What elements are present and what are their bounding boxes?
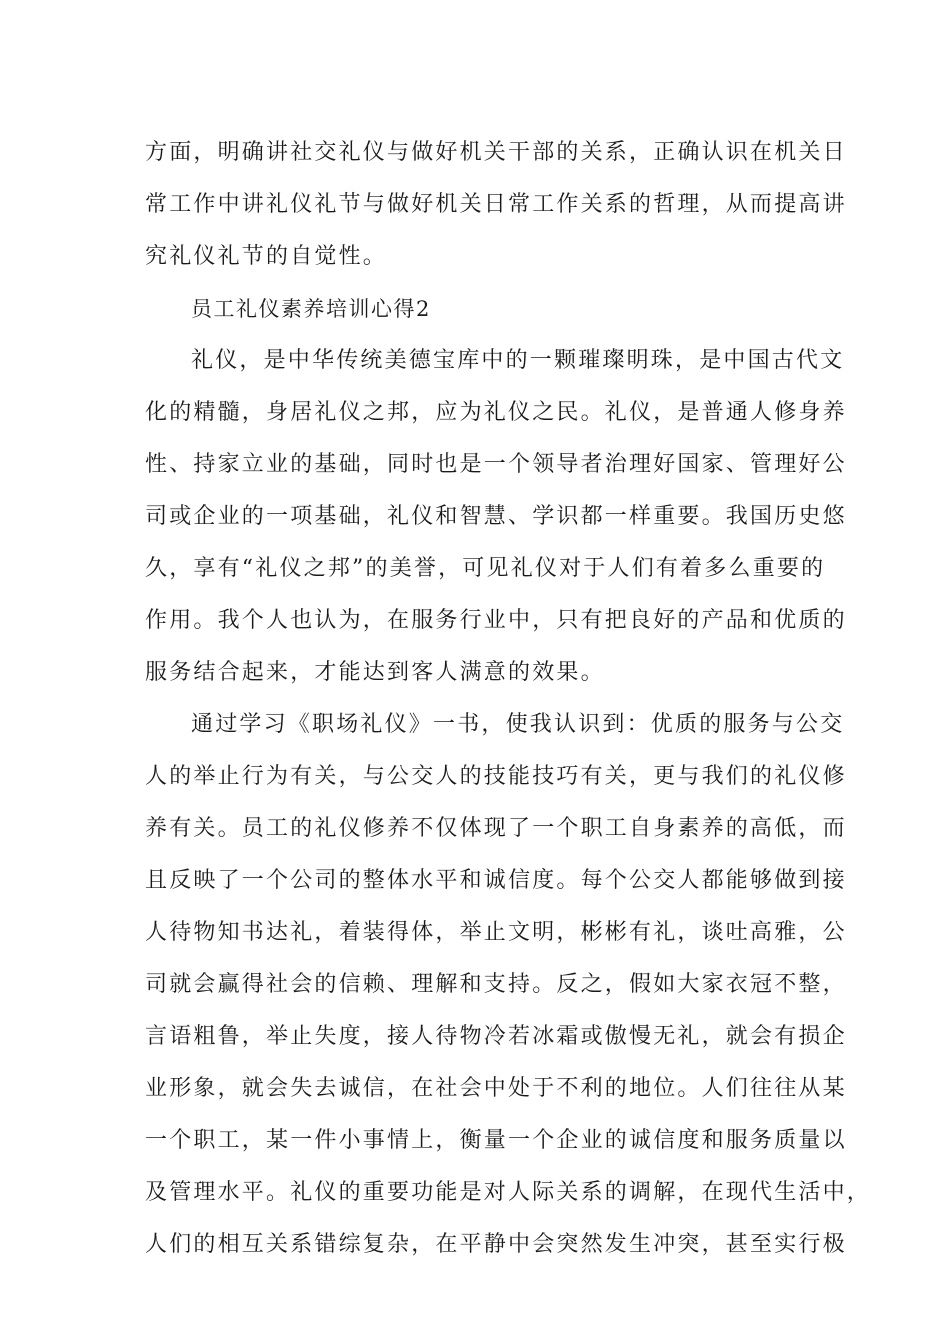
paragraph-line: 且反映了一个公司的整体水平和诚信度。每个公交人都能够做到接 bbox=[145, 868, 847, 893]
paragraph-line: 服务结合起来，才能达到客人满意的效果。 bbox=[145, 660, 605, 685]
paragraph-line: 一个职工，某一件小事情上，衡量一个企业的诚信度和服务质量以 bbox=[145, 1128, 847, 1153]
paragraph-line: 司或企业的一项基础，礼仪和智慧、学识都一样重要。我国历史悠 bbox=[145, 504, 847, 529]
paragraph-line: 业形象，就会失去诚信，在社会中处于不利的地位。人们往往从某 bbox=[145, 1076, 847, 1101]
paragraph-line: 人们的相互关系错综复杂，在平静中会突然发生冲突，甚至实行极 bbox=[145, 1232, 847, 1257]
paragraph-first-line: 礼仪，是中华传统美德宝库中的一颗璀璨明珠，是中国古代文 bbox=[191, 348, 845, 373]
paragraph-line: 作用。我个人也认为，在服务行业中，只有把良好的产品和优质的 bbox=[145, 608, 847, 633]
paragraph-line: 人的举止行为有关，与公交人的技能技巧有关，更与我们的礼仪修 bbox=[145, 764, 847, 789]
paragraph-line: 性、持家立业的基础，同时也是一个领导者治理好国家、管理好公 bbox=[145, 452, 847, 477]
paragraph-line: 人待物知书达礼，着装得体，举止文明，彬彬有礼，谈吐高雅，公 bbox=[145, 920, 847, 945]
paragraph-line: 化的精髓，身居礼仪之邦，应为礼仪之民。礼仪，是普通人修身养 bbox=[145, 400, 847, 425]
paragraph-line: 常工作中讲礼仪礼节与做好机关日常工作关系的哲理，从而提高讲 bbox=[145, 192, 847, 217]
paragraph-line: 及管理水平。礼仪的重要功能是对人际关系的调解，在现代生活中， bbox=[145, 1180, 872, 1205]
paragraph-first-line: 通过学习《职场礼仪》一书，使我认识到：优质的服务与公交 bbox=[191, 712, 845, 737]
paragraph-line: 司就会赢得社会的信赖、理解和支持。反之，假如大家衣冠不整， bbox=[145, 972, 847, 997]
paragraph-line: 言语粗鲁，举止失度，接人待物冷若冰霜或傲慢无礼，就会有损企 bbox=[145, 1024, 847, 1049]
paragraph-line: 久，享有“礼仪之邦”的美誉，可见礼仪对于人们有着多么重要的 bbox=[145, 556, 826, 581]
paragraph-line: 养有关。员工的礼仪修养不仅体现了一个职工自身素养的高低，而 bbox=[145, 816, 847, 841]
paragraph-line: 究礼仪礼节的自觉性。 bbox=[145, 244, 388, 269]
paragraph-line: 方面，明确讲社交礼仪与做好机关干部的关系，正确认识在机关日 bbox=[145, 140, 847, 165]
section-heading: 员工礼仪素养培训心得2 bbox=[191, 297, 431, 321]
document-body bbox=[145, 134, 872, 1278]
